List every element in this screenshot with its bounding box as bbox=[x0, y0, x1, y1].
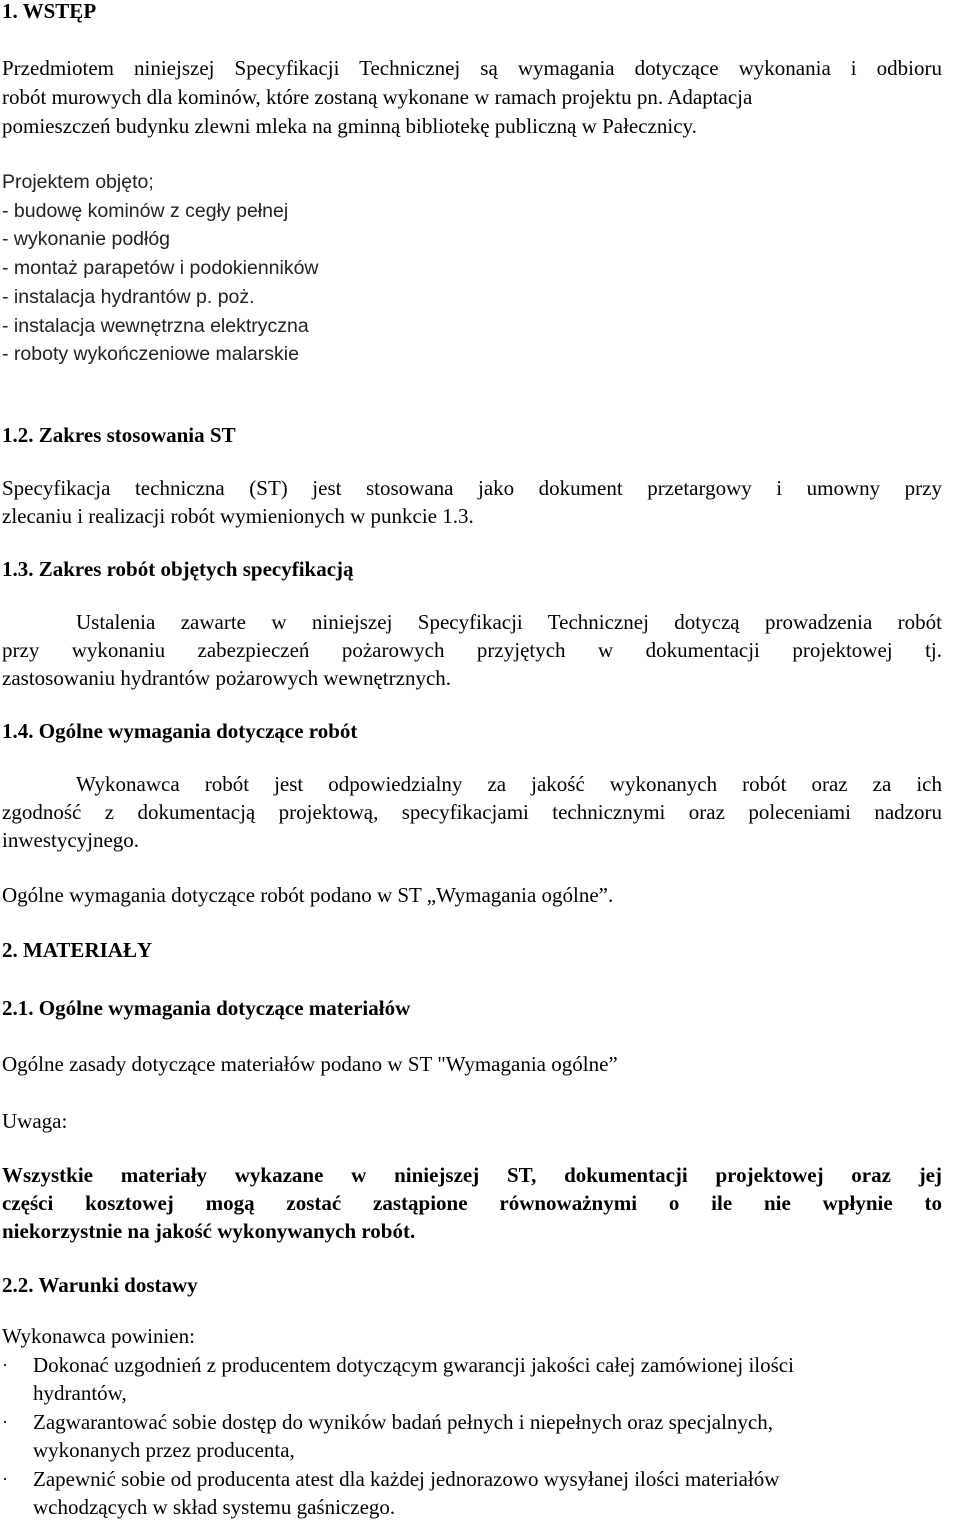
list-item: Zapewnić sobie od producenta atest dla każdej jednorazowo wysyłanej ilości materiałów bbox=[33, 1467, 780, 1491]
scope-item: - budowę kominów z cegły pełnej bbox=[2, 200, 289, 222]
bullet-marker: · bbox=[2, 1355, 8, 1375]
warning-label: Uwaga: bbox=[2, 1109, 68, 1133]
scope-item: - montaż parapetów i podokienników bbox=[2, 257, 319, 279]
section-title-general-requirements: 1.4. Ogólne wymagania dotyczące robót bbox=[2, 719, 358, 743]
list-item: Zagwarantować sobie dostęp do wyników badań pełnych i niepełnych oraz specjalnych, bbox=[33, 1410, 774, 1434]
list-item-continuation: wykonanych przez producenta, bbox=[33, 1438, 295, 1462]
paragraph-line: Specyfikacja techniczna (ST) jest stosowana jako dokument przetargowy i umowny przy bbox=[2, 476, 942, 500]
list-item: Dokonać uzgodnień z producentem dotyczącym gwarancji jakości całej zamówionej ilości bbox=[33, 1353, 794, 1377]
section-title-works-scope: 1.3. Zakres robót objętych specyfikacją bbox=[2, 557, 354, 581]
list-item-continuation: wchodzących w skład systemu gaśniczego. bbox=[33, 1495, 396, 1519]
scope-item: - instalacja wewnętrzna elektryczna bbox=[2, 315, 309, 337]
bullet-marker: · bbox=[2, 1469, 8, 1489]
bullet-marker: · bbox=[2, 1412, 8, 1432]
section-title-materials-general: 2.1. Ogólne wymagania dotyczące materiałów bbox=[2, 996, 411, 1020]
paragraph-line: zlecaniu i realizacji robót wymienionych w punkcie 1.3. bbox=[2, 504, 474, 528]
intro-line: pomieszczeń budynku zlewni mleka na gminną bibliotekę publiczną w Pałecznicy. bbox=[2, 114, 697, 138]
section-title-introduction: 1. WSTĘP bbox=[2, 0, 97, 23]
reference-note: Ogólne wymagania dotyczące robót podano w ST „Wymagania ogólne”. bbox=[2, 883, 614, 907]
paragraph-line: zastosowaniu hydrantów pożarowych wewnętrznych. bbox=[2, 666, 452, 690]
paragraph-line: Wykonawca robót jest odpowiedzialny za jakość wykonanych robót oraz za ich bbox=[76, 772, 942, 796]
intro-line: robót murowych dla kominów, które zostaną wykonane w ramach projektu pn. Adaptacja bbox=[2, 85, 753, 109]
paragraph-line: Ustalenia zawarte w niniejszej Specyfikacji Technicznej dotyczą prowadzenia robót bbox=[76, 610, 942, 634]
warning-line: niekorzystnie na jakość wykonywanych robót. bbox=[2, 1219, 416, 1243]
list-item-continuation: hydrantów, bbox=[33, 1381, 127, 1405]
list-lead: Wykonawca powinien: bbox=[2, 1324, 195, 1348]
section-title-materials: 2. MATERIAŁY bbox=[2, 938, 153, 962]
paragraph-line: inwestycyjnego. bbox=[2, 828, 140, 852]
warning-line: Wszystkie materiały wykazane w niniejszej ST, dokumentacji projektowej oraz jej bbox=[2, 1163, 942, 1187]
scope-item: - instalacja hydrantów p. poż. bbox=[2, 286, 255, 308]
paragraph-line: Ogólne zasady dotyczące materiałów podano w ST "Wymagania ogólne” bbox=[2, 1052, 618, 1076]
warning-line: części kosztowej mogą zostać zastąpione równoważnymi o ile nie wpłynie to bbox=[2, 1191, 942, 1215]
intro-line: Przedmiotem niniejszej Specyfikacji Technicznej są wymagania dotyczące wykonania i odbioru bbox=[2, 56, 942, 80]
scope-item: - roboty wykończeniowe malarskie bbox=[2, 343, 299, 365]
section-title-application-scope: 1.2. Zakres stosowania ST bbox=[2, 423, 236, 447]
scope-intro: Projektem objęto; bbox=[2, 171, 154, 193]
scope-item: - wykonanie podłóg bbox=[2, 228, 171, 250]
paragraph-line: przy wykonaniu zabezpieczeń pożarowych przyjętych w dokumentacji projektowej tj. bbox=[2, 638, 942, 662]
paragraph-line: zgodność z dokumentacją projektową, specyfikacjami technicznymi oraz poleceniami nadzoru bbox=[2, 800, 942, 824]
section-title-delivery-conditions: 2.2. Warunki dostawy bbox=[2, 1273, 198, 1297]
